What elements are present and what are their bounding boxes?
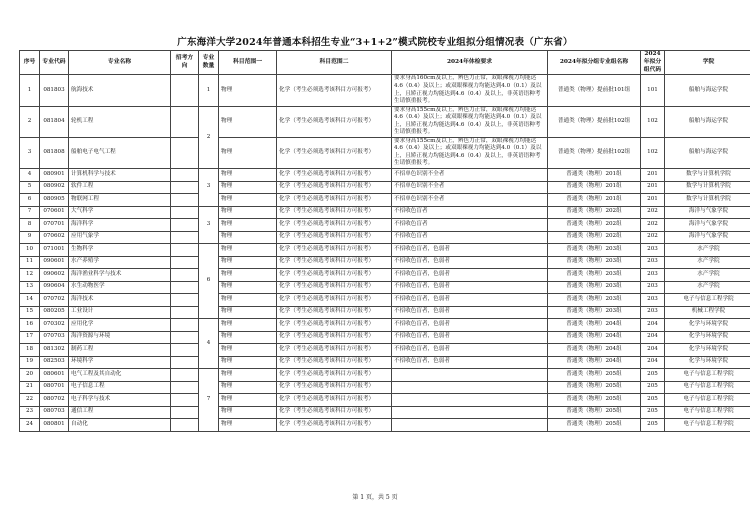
cell-count: 3 <box>199 206 219 244</box>
cell-group-code: 205 <box>641 369 665 382</box>
cell-group-name: 普通类（物理）203组 <box>548 281 641 294</box>
cell-subj2: 化学（考生必须选考该科目方可报考） <box>277 331 392 344</box>
cell-code: 071001 <box>40 244 69 257</box>
cell-seq: 7 <box>20 206 40 219</box>
cell-seq: 14 <box>20 294 40 307</box>
admission-table <box>19 50 750 432</box>
cell-college: 海洋与气象学院 <box>665 231 750 244</box>
cell-college: 化学与环境学院 <box>665 344 750 357</box>
cell-group-code: 203 <box>641 306 665 319</box>
table-row <box>20 181 750 194</box>
header-code: 专业代码 <box>40 51 69 75</box>
cell-health: 不招单色识别不全者 <box>392 181 548 194</box>
cell-subj2: 化学（考生必须选考该科目方可报考） <box>277 381 392 394</box>
cell-health: 不招收色盲者 <box>392 219 548 232</box>
cell-college: 船舶与海运学院 <box>665 106 750 137</box>
cell-direction <box>171 219 199 232</box>
cell-subj1: 物理 <box>219 381 277 394</box>
cell-name: 自动化 <box>69 419 171 432</box>
cell-group-code: 202 <box>641 219 665 232</box>
cell-seq: 22 <box>20 394 40 407</box>
cell-direction <box>171 356 199 369</box>
cell-college: 化学与环境学院 <box>665 331 750 344</box>
cell-health <box>392 406 548 419</box>
page-footer: 第 1 页，共 5 页 <box>352 494 398 501</box>
cell-name: 海洋渔业科学与技术 <box>69 269 171 282</box>
cell-subj2: 化学（考生必须选考该科目方可报考） <box>277 306 392 319</box>
cell-college: 电子与信息工程学院 <box>665 419 750 432</box>
cell-group-name: 普通类（物理）205组 <box>548 419 641 432</box>
cell-group-name: 普通类（物理）201组 <box>548 181 641 194</box>
cell-college: 化学与环境学院 <box>665 319 750 332</box>
cell-name: 大气科学 <box>69 206 171 219</box>
cell-name: 水产养殖学 <box>69 256 171 269</box>
cell-subj2: 化学（考生必须选考该科目方可报考） <box>277 181 392 194</box>
cell-health: 不招收色盲者，色弱者 <box>392 331 548 344</box>
table-row <box>20 194 750 207</box>
cell-subj1: 物理 <box>219 281 277 294</box>
cell-subj1: 物理 <box>219 137 277 168</box>
cell-seq: 1 <box>20 75 40 106</box>
cell-name: 轮机工程 <box>69 106 171 137</box>
cell-college: 电子与信息工程学院 <box>665 381 750 394</box>
cell-group-code: 203 <box>641 256 665 269</box>
cell-seq: 16 <box>20 319 40 332</box>
header-college: 学院 <box>665 51 750 75</box>
table-header-row <box>20 51 750 75</box>
header-direction: 招考方向 <box>171 51 199 75</box>
cell-group-code: 205 <box>641 419 665 432</box>
cell-health: 不招收色盲者，色弱者 <box>392 256 548 269</box>
cell-subj2: 化学（考生必须选考该科目方可报考） <box>277 244 392 257</box>
table-row <box>20 106 750 137</box>
cell-direction <box>171 306 199 319</box>
header-seq: 序号 <box>20 51 40 75</box>
cell-direction <box>171 181 199 194</box>
table-row <box>20 281 750 294</box>
cell-group-name: 普通类（物理）提前批102组 <box>548 137 641 168</box>
header-health: 2024年体检要求 <box>392 51 548 75</box>
cell-group-code: 205 <box>641 406 665 419</box>
cell-count: 6 <box>199 244 219 319</box>
cell-college: 数学与计算机学院 <box>665 169 750 182</box>
cell-group-name: 普通类（物理）202组 <box>548 206 641 219</box>
cell-college: 船舶与海运学院 <box>665 75 750 106</box>
cell-code: 080205 <box>40 306 69 319</box>
cell-name: 生物科学 <box>69 244 171 257</box>
cell-direction <box>171 331 199 344</box>
cell-group-name: 普通类（物理）205组 <box>548 394 641 407</box>
cell-subj2: 化学（考生必须选考该科目方可报考） <box>277 369 392 382</box>
cell-group-name: 普通类（物理）204组 <box>548 331 641 344</box>
cell-seq: 13 <box>20 281 40 294</box>
cell-college: 船舶与海运学院 <box>665 137 750 168</box>
cell-health: 要求身高155cm及以上，辨色力正常，双眼裸视力均能达4.6（0.4）及以上；或双眼裸视力均能达到4.0（0.1）及以上，且矫正视力均能达到4.6（0.4）及以上，非英语语种考生请慎重报考。 <box>392 106 548 137</box>
cell-subj1: 物理 <box>219 319 277 332</box>
table-row <box>20 219 750 232</box>
cell-group-code: 203 <box>641 269 665 282</box>
cell-count: 4 <box>199 319 219 369</box>
cell-health: 不招收色盲者，色弱者 <box>392 269 548 282</box>
cell-name: 通信工程 <box>69 406 171 419</box>
cell-subj1: 物理 <box>219 244 277 257</box>
cell-name: 计算机科学与技术 <box>69 169 171 182</box>
cell-seq: 24 <box>20 419 40 432</box>
cell-health <box>392 381 548 394</box>
cell-group-name: 普通类（物理）提前批102组 <box>548 106 641 137</box>
table-row <box>20 231 750 244</box>
cell-name: 海洋科学 <box>69 219 171 232</box>
cell-subj2: 化学（考生必须选考该科目方可报考） <box>277 75 392 106</box>
cell-count: 3 <box>199 169 219 207</box>
cell-code: 070601 <box>40 206 69 219</box>
cell-code: 081302 <box>40 344 69 357</box>
cell-subj2: 化学（考生必须选考该科目方可报考） <box>277 394 392 407</box>
cell-seq: 17 <box>20 331 40 344</box>
table-row <box>20 244 750 257</box>
cell-health: 不招收色盲者，色弱者 <box>392 356 548 369</box>
cell-seq: 19 <box>20 356 40 369</box>
cell-seq: 20 <box>20 369 40 382</box>
cell-college: 电子与信息工程学院 <box>665 294 750 307</box>
cell-subj2: 化学（考生必须选考该科目方可报考） <box>277 281 392 294</box>
cell-direction <box>171 137 199 168</box>
cell-group-name: 普通类（物理）205组 <box>548 369 641 382</box>
cell-code: 070703 <box>40 331 69 344</box>
cell-seq: 6 <box>20 194 40 207</box>
cell-health <box>392 369 548 382</box>
cell-group-name: 普通类（物理）202组 <box>548 231 641 244</box>
cell-group-name: 普通类（物理）205组 <box>548 406 641 419</box>
cell-seq: 8 <box>20 219 40 232</box>
cell-name: 电气工程及其自动化 <box>69 369 171 382</box>
cell-name: 电子信息工程 <box>69 381 171 394</box>
cell-direction <box>171 169 199 182</box>
cell-college: 机械工程学院 <box>665 306 750 319</box>
table-row <box>20 331 750 344</box>
table-row <box>20 169 750 182</box>
cell-group-code: 102 <box>641 106 665 137</box>
table-row <box>20 344 750 357</box>
table-row <box>20 394 750 407</box>
cell-health <box>392 419 548 432</box>
header-subj2: 科目范围二 <box>277 51 392 75</box>
cell-subj1: 物理 <box>219 419 277 432</box>
cell-subj1: 物理 <box>219 169 277 182</box>
cell-subj2: 化学（考生必须选考该科目方可报考） <box>277 194 392 207</box>
cell-count: 1 <box>199 75 219 106</box>
cell-group-code: 203 <box>641 294 665 307</box>
cell-name: 软件工程 <box>69 181 171 194</box>
cell-name: 海洋技术 <box>69 294 171 307</box>
cell-seq: 3 <box>20 137 40 168</box>
cell-health: 不招收色盲者，色弱者 <box>392 244 548 257</box>
cell-health: 要求身高155cm及以上，辨色力正常，双眼裸视力均能达4.6（0.4）及以上；或双眼裸视力均能达到4.0（0.1）及以上，且矫正视力均能达到4.6（0.4）及以上，非英语语种考生请慎重报考。 <box>392 137 548 168</box>
cell-seq: 18 <box>20 344 40 357</box>
cell-subj1: 物理 <box>219 394 277 407</box>
cell-code: 080703 <box>40 406 69 419</box>
cell-subj2: 化学（考生必须选考该科目方可报考） <box>277 344 392 357</box>
table-row <box>20 137 750 168</box>
cell-name: 环境科学 <box>69 356 171 369</box>
cell-group-name: 普通类（物理）203组 <box>548 306 641 319</box>
cell-subj1: 物理 <box>219 75 277 106</box>
cell-subj2: 化学（考生必须选考该科目方可报考） <box>277 356 392 369</box>
cell-group-name: 普通类（物理）205组 <box>548 381 641 394</box>
cell-group-code: 203 <box>641 281 665 294</box>
cell-code: 082503 <box>40 356 69 369</box>
cell-college: 水产学院 <box>665 256 750 269</box>
cell-direction <box>171 269 199 282</box>
cell-name: 应用气象学 <box>69 231 171 244</box>
cell-direction <box>171 75 199 106</box>
cell-college: 水产学院 <box>665 269 750 282</box>
cell-group-code: 102 <box>641 137 665 168</box>
cell-subj2: 化学（考生必须选考该科目方可报考） <box>277 406 392 419</box>
table-row <box>20 319 750 332</box>
cell-group-name: 普通类（物理）204组 <box>548 319 641 332</box>
cell-group-name: 普通类（物理）203组 <box>548 256 641 269</box>
cell-group-code: 201 <box>641 181 665 194</box>
cell-subj2: 化学（考生必须选考该科目方可报考） <box>277 269 392 282</box>
cell-direction <box>171 206 199 219</box>
cell-code: 080801 <box>40 419 69 432</box>
cell-college: 海洋与气象学院 <box>665 206 750 219</box>
cell-group-code: 204 <box>641 319 665 332</box>
cell-code: 080701 <box>40 381 69 394</box>
header-group-code: 2024年拟分组代码 <box>641 51 665 75</box>
cell-group-code: 202 <box>641 231 665 244</box>
cell-seq: 10 <box>20 244 40 257</box>
cell-subj2: 化学（考生必须选考该科目方可报考） <box>277 219 392 232</box>
header-group-name: 2024年拟分组专业组名称 <box>548 51 641 75</box>
cell-group-code: 204 <box>641 356 665 369</box>
cell-subj1: 物理 <box>219 369 277 382</box>
cell-direction <box>171 256 199 269</box>
cell-health: 不招收色盲者，色弱者 <box>392 281 548 294</box>
cell-subj2: 化学（考生必须选考该科目方可报考） <box>277 137 392 168</box>
cell-college: 水产学院 <box>665 244 750 257</box>
header-count: 专业数量 <box>199 51 219 75</box>
cell-name: 电子科学与技术 <box>69 394 171 407</box>
cell-subj2: 化学（考生必须选考该科目方可报考） <box>277 319 392 332</box>
cell-college: 电子与信息工程学院 <box>665 369 750 382</box>
cell-code: 081804 <box>40 106 69 137</box>
table-row <box>20 306 750 319</box>
cell-count: 2 <box>199 106 219 168</box>
page-title: 广东海洋大学2024年普通本科招生专业“3+1+2”模式院校专业组拟分组情况表（广东省） <box>177 37 573 48</box>
cell-subj1: 物理 <box>219 331 277 344</box>
cell-code: 081808 <box>40 137 69 168</box>
cell-health: 要求身高160cm及以上，辨色力正常，双眼裸视力均能达4.6（0.4）及以上；或双眼裸视力均能达到4.0（0.1）及以上，且矫正视力均能达到4.6（0.4）及以上，非英语语种考生请慎重报考。 <box>392 75 548 106</box>
cell-subj1: 物理 <box>219 106 277 137</box>
cell-direction <box>171 244 199 257</box>
cell-group-name: 普通类（物理）202组 <box>548 219 641 232</box>
table-row <box>20 75 750 106</box>
cell-name: 应用化学 <box>69 319 171 332</box>
cell-subj2: 化学（考生必须选考该科目方可报考） <box>277 169 392 182</box>
cell-seq: 12 <box>20 269 40 282</box>
cell-direction <box>171 394 199 407</box>
cell-group-name: 普通类（物理）203组 <box>548 269 641 282</box>
cell-college: 数学与计算机学院 <box>665 181 750 194</box>
cell-group-name: 普通类（物理）203组 <box>548 244 641 257</box>
cell-name: 船舶电子电气工程 <box>69 137 171 168</box>
cell-direction <box>171 369 199 382</box>
cell-direction <box>171 344 199 357</box>
cell-direction <box>171 381 199 394</box>
cell-direction <box>171 281 199 294</box>
cell-subj2: 化学（考生必须选考该科目方可报考） <box>277 419 392 432</box>
cell-code: 080902 <box>40 181 69 194</box>
cell-name: 制药工程 <box>69 344 171 357</box>
table-row <box>20 256 750 269</box>
cell-seq: 23 <box>20 406 40 419</box>
cell-group-name: 普通类（物理）203组 <box>548 294 641 307</box>
table-row <box>20 206 750 219</box>
cell-count: 7 <box>199 369 219 432</box>
cell-subj1: 物理 <box>219 256 277 269</box>
cell-name: 物联网工程 <box>69 194 171 207</box>
cell-group-code: 205 <box>641 394 665 407</box>
cell-direction <box>171 406 199 419</box>
cell-college: 水产学院 <box>665 281 750 294</box>
cell-direction <box>171 106 199 137</box>
table-row <box>20 356 750 369</box>
cell-health: 不招单色识别不全者 <box>392 194 548 207</box>
cell-direction <box>171 194 199 207</box>
header-name: 专业名称 <box>69 51 171 75</box>
cell-college: 电子与信息工程学院 <box>665 394 750 407</box>
table-row <box>20 406 750 419</box>
cell-health: 不招收色盲者，色弱者 <box>392 319 548 332</box>
cell-code: 080601 <box>40 369 69 382</box>
table-row <box>20 294 750 307</box>
cell-college: 数学与计算机学院 <box>665 194 750 207</box>
cell-health: 不招单色识别不全者 <box>392 169 548 182</box>
cell-group-name: 普通类（物理）201组 <box>548 169 641 182</box>
cell-group-code: 201 <box>641 169 665 182</box>
cell-name: 航海技术 <box>69 75 171 106</box>
cell-direction <box>171 319 199 332</box>
cell-code: 090604 <box>40 281 69 294</box>
cell-group-name: 普通类（物理）提前批101组 <box>548 75 641 106</box>
cell-group-code: 205 <box>641 381 665 394</box>
cell-group-code: 201 <box>641 194 665 207</box>
cell-code: 080702 <box>40 394 69 407</box>
cell-subj2: 化学（考生必须选考该科目方可报考） <box>277 106 392 137</box>
cell-code: 070701 <box>40 219 69 232</box>
cell-subj1: 物理 <box>219 194 277 207</box>
cell-group-code: 101 <box>641 75 665 106</box>
cell-health <box>392 394 548 407</box>
cell-code: 081803 <box>40 75 69 106</box>
cell-subj1: 物理 <box>219 344 277 357</box>
cell-direction <box>171 419 199 432</box>
cell-seq: 15 <box>20 306 40 319</box>
cell-group-name: 普通类（物理）204组 <box>548 344 641 357</box>
cell-subj1: 物理 <box>219 294 277 307</box>
cell-code: 090601 <box>40 256 69 269</box>
cell-seq: 5 <box>20 181 40 194</box>
cell-health: 不招收色盲者，色弱者 <box>392 306 548 319</box>
cell-seq: 11 <box>20 256 40 269</box>
table-row <box>20 269 750 282</box>
cell-subj1: 物理 <box>219 356 277 369</box>
cell-subj1: 物理 <box>219 269 277 282</box>
cell-subj2: 化学（考生必须选考该科目方可报考） <box>277 206 392 219</box>
cell-code: 070602 <box>40 231 69 244</box>
cell-seq: 2 <box>20 106 40 137</box>
cell-name: 工业设计 <box>69 306 171 319</box>
cell-subj1: 物理 <box>219 306 277 319</box>
cell-code: 070302 <box>40 319 69 332</box>
cell-health: 不招收色盲者，色弱者 <box>392 344 548 357</box>
cell-group-code: 203 <box>641 244 665 257</box>
cell-group-code: 204 <box>641 344 665 357</box>
cell-subj1: 物理 <box>219 406 277 419</box>
cell-name: 海洋资源与环境 <box>69 331 171 344</box>
cell-seq: 9 <box>20 231 40 244</box>
cell-college: 电子与信息工程学院 <box>665 406 750 419</box>
cell-group-code: 202 <box>641 206 665 219</box>
cell-name: 水生动物医学 <box>69 281 171 294</box>
cell-code: 080905 <box>40 194 69 207</box>
cell-health: 不招收色盲者 <box>392 231 548 244</box>
cell-code: 080901 <box>40 169 69 182</box>
cell-code: 090602 <box>40 269 69 282</box>
cell-subj2: 化学（考生必须选考该科目方可报考） <box>277 231 392 244</box>
header-subj1: 科目范围一 <box>219 51 277 75</box>
cell-direction <box>171 231 199 244</box>
table-row <box>20 381 750 394</box>
cell-college: 海洋与气象学院 <box>665 219 750 232</box>
cell-subj1: 物理 <box>219 231 277 244</box>
cell-subj2: 化学（考生必须选考该科目方可报考） <box>277 294 392 307</box>
cell-code: 070702 <box>40 294 69 307</box>
table-row <box>20 419 750 432</box>
cell-seq: 4 <box>20 169 40 182</box>
cell-subj1: 物理 <box>219 181 277 194</box>
cell-direction <box>171 294 199 307</box>
cell-college: 化学与环境学院 <box>665 356 750 369</box>
cell-health: 不招收色盲者，色弱者 <box>392 294 548 307</box>
cell-health: 不招收色盲者 <box>392 206 548 219</box>
cell-group-name: 普通类（物理）204组 <box>548 356 641 369</box>
table-row <box>20 369 750 382</box>
cell-seq: 21 <box>20 381 40 394</box>
cell-subj1: 物理 <box>219 219 277 232</box>
cell-group-code: 204 <box>641 331 665 344</box>
cell-subj2: 化学（考生必须选考该科目方可报考） <box>277 256 392 269</box>
cell-subj1: 物理 <box>219 206 277 219</box>
cell-group-name: 普通类（物理）201组 <box>548 194 641 207</box>
